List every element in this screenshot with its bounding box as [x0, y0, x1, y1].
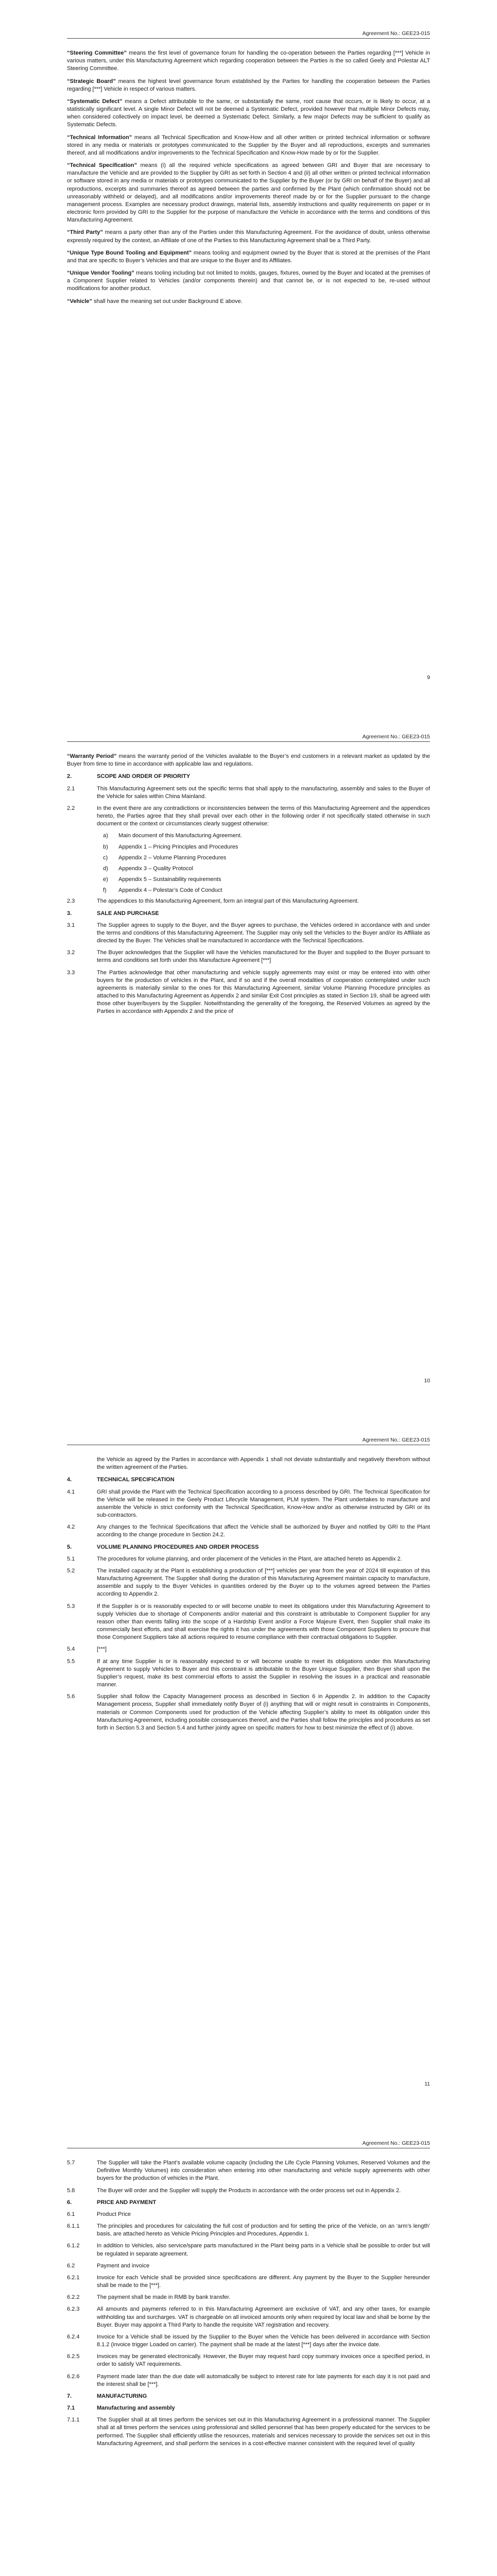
clause-number: 5.5: [67, 1658, 75, 1665]
clause-text: The appendices to this Manufacturing Agreement, form an integral part of this Manufacturing Agreement.: [97, 898, 359, 905]
clause-number: 6.2.6: [67, 2373, 80, 2380]
definition-text: means the highest level governance forum established by the Parties for handling the cooperation between the Parties regarding [***] Vehicle in respect of various matters.: [67, 78, 430, 92]
section-heading: [67, 2404, 430, 2412]
clause: [67, 1523, 430, 1539]
list-letter: e): [103, 876, 108, 883]
clause-number: 5.4: [67, 1646, 75, 1653]
clause: [67, 785, 430, 801]
section-heading: [67, 2393, 430, 2400]
clause-text: The Buyer acknowledges that the Supplier will have the Vehicles manufactured for the Buyer and supplied to the Buyer pursuant to terms and conditions set forth under this Manufacture Agreement [***]: [97, 950, 430, 964]
definition-text: means a Defect attributable to the same, or substantially the same, root cause that occurs, or is likely to occur, at a statistically significant level. A single Minor Defect will not be deemed a Systematic Defect, provided however that multiple Minor Defects may, when considered collectively on impact level, be deemed a Systematic Defect. Similarly, a few major Defects may be sufficient to qualify as Systematic Defects.: [67, 98, 430, 128]
clause-number: 6.: [67, 2199, 72, 2206]
clause: [67, 1658, 430, 1689]
clause: [67, 1646, 430, 1653]
definition-text: means tooling including but not limited to molds, gauges, fixtures, owned by the Buyer and located at the premises of a Component Supplier related to Vehicles (and/or components therein) and that cannot be, or is not expected to be, re-used without modifications for another product.: [67, 270, 430, 292]
document-page-9: [0, 0, 497, 703]
definition-paragraph: [67, 753, 430, 768]
defined-term: “Steering Committee”: [67, 50, 127, 56]
appendix-list-item: [67, 854, 430, 862]
clause: [67, 949, 430, 964]
clause-number: 6.2.5: [67, 2353, 80, 2360]
clause-text: Invoice for each Vehicle shall be provided since specifications are different. Any payment by the Buyer to the Supplier hereunder shall be made to the [***].: [97, 2274, 430, 2289]
list-letter: c): [103, 854, 108, 861]
definition-text: means all Technical Specification and Know-How and all other written or printed technical information or software stored in any media or materials or prototypes communicated to the Supplier by the Buyer and all reproductions, excerpts and summaries thereof, and all modifications and/or improvements to the Technical Specification and Know-How made by or for the Supplier.: [67, 134, 430, 156]
clause-number: 2.3: [67, 898, 75, 905]
agreement-number-header: Agreement No.: GEE23-015: [362, 1437, 430, 1443]
clause-text: In addition to Vehicles, also service/spare parts manufactured in the Plant being parts in a Vehicle shall be possible to order but will be regulated in separate agreement.: [97, 2243, 430, 2257]
definition-paragraph: [67, 134, 430, 158]
clause-number: 2.: [67, 773, 72, 780]
clause-number: 5.8: [67, 2187, 75, 2194]
appendix-list-item: [67, 832, 430, 840]
page-number: 10: [424, 1378, 430, 1384]
defined-term: “Technical Specification”: [67, 162, 137, 169]
clause-number: 4.2: [67, 1524, 75, 1531]
clause-number: 5.1: [67, 1555, 75, 1562]
document-page-10: [0, 703, 497, 1406]
definitions-section: [67, 49, 430, 310]
defined-term: “Strategic Board”: [67, 78, 116, 84]
clause-text: [***]: [97, 1646, 107, 1653]
clause-text: TECHNICAL SPECIFICATION: [97, 1477, 175, 1483]
clause-text: The Parties acknowledge that other manufacturing and vehicle supply agreements may exist or may be entered into with other buyers for the production of vehicles in the Plant, and if so and if the overall modalities of cooperation contemplated under such agreements is materially similar to the ones for this Manufacturing Agreement, similar Volume Planning Procedure principles as attached to this Manufacturing Agreement as Appendix 2 and similar Exit Cost principles as stated in Section 19, shall be agreed with those other buyer/buyers by the Supplier. Notwithstanding the generality of the foregoing, the Reserved Volumes as agreed by the Parties in accordance with Appendix 2 and the price of: [97, 969, 430, 1015]
clause-number: 6.2.1: [67, 2274, 80, 2281]
clause-text: The Buyer will order and the Supplier will supply the Products in accordance with the order process set out in Appendix 2.: [97, 2187, 401, 2194]
defined-term: “Systematic Defect”: [67, 98, 123, 105]
clause: [67, 1693, 430, 1732]
clause-number: 6.1.2: [67, 2243, 80, 2249]
definition-text: means (i) all the required vehicle specifications as agreed between GRI and Buyer that are necessary to manufacture the Vehicle and are provided to the Supplier by GRI as set forth in Section 4 and (ii) all other written or printed technical information or software stored in any media or materials or prototypes communicated to the Supplier by the Buyer (or by GRI on behalf of the Buyer) and all reproductions, excerpts and summaries thereof as agreed between the parties and confirmed by the Plant (which confirmation should not be unreasonably withheld or delayed), and all modifications and/or improvements thereof made by or for the Supplier pursuant to the change management process. Examples are necessary product drawings, material lists, assembly instructions and quality requirements on paper or in electronic form provided by GRI to the Supplier for the purpose of manufacture the Vehicle in accordance with the terms and conditions of this Manufacturing Agreement.: [67, 162, 430, 224]
clause-text: SALE AND PURCHASE: [97, 910, 159, 917]
clause-text: If the Supplier is or is reasonably expected to or will become unable to meet its obligations under this Manufacturing Agreement to supply Vehicles due to shortage of Components and/or material and this constraint is attributable to Component Supplier for any reason other than events falling into the scope of a Hardship Event and/or a Force Majeure Event, then Supplier shall make its commercially best efforts, and shall exercise the rights it has under the agreements with those Component Suppliers to procure that those Component Suppliers take all actions required to resume compliance with their contractual obligations to Supplier.: [97, 1603, 430, 1641]
clause-number: 3.2: [67, 950, 75, 956]
clause: [67, 2373, 430, 2388]
scope-and-sale-section: [67, 753, 430, 1020]
appendix-title: Appendix 3 – Quality Protocol: [118, 865, 193, 872]
clause-text: If at any time Supplier is or is reasonably expected to or will become unable to meet its obligations under this Manufacturing Agreement to supply Vehicles to Buyer and this constraint is attributable to the Buyer Unique Supplier, then Buyer shall upon the Supplier’s request, make its best commercial efforts to assist the Supplier in resolving the issues in a practical and reasonable manner.: [97, 1658, 430, 1688]
clause: [67, 1603, 430, 1642]
definition-paragraph: [67, 269, 430, 293]
clause-number: 6.2.2: [67, 2294, 80, 2301]
clause-text: SCOPE AND ORDER OF PRIORITY: [97, 773, 191, 780]
definition-paragraph: [67, 78, 430, 93]
appendix-title: Appendix 2 – Volume Planning Procedures: [118, 854, 227, 861]
clause-text: Product Price: [97, 2211, 131, 2217]
clause-number: 3.3: [67, 969, 75, 976]
clause-number: 2.1: [67, 785, 75, 792]
clause: [67, 2187, 430, 2195]
list-letter: b): [103, 843, 108, 850]
clause: [67, 2274, 430, 2290]
list-letter: d): [103, 865, 108, 872]
page-number: 11: [424, 2081, 430, 2087]
clause-text: MANUFACTURING: [97, 2393, 147, 2399]
appendix-title: Appendix 5 – Sustainability requirements: [118, 876, 221, 883]
clause-number: 7.1.1: [67, 2417, 80, 2424]
header-divider: [67, 741, 430, 742]
clause-number: 5.3: [67, 1603, 75, 1609]
appendix-list-item: [67, 865, 430, 873]
section-heading: [67, 1544, 430, 1551]
definition-paragraph: [67, 298, 430, 306]
clause-number: 5.2: [67, 1567, 75, 1574]
appendix-list-item: [67, 843, 430, 851]
clause-number: 5.6: [67, 1693, 75, 1700]
defined-term: “Vehicle”: [67, 298, 92, 304]
clause: [67, 1555, 430, 1563]
clause-number: 6.1.1: [67, 2223, 80, 2230]
clause-number: 4.: [67, 1477, 72, 1483]
clause-text: All amounts and payments referred to in this Manufacturing Agreement are exclusive of VAT, and any other taxes, for example withholding tax and surcharges. VAT is chargeable on all invoiced amounts only when required by local law and shall be borne by the Buyer. Buyer may appoint a Third Party to handle the requisite VAT registration and recovery.: [97, 2306, 430, 2328]
appendix-title: Main document of this Manufacturing Agreement.: [118, 833, 242, 839]
clause: [67, 2353, 430, 2368]
clause-text: Payment made later than the due date will automatically be subject to interest rate for late payments for each day it is not paid and the interest shall be [***].: [97, 2373, 430, 2387]
clause-text: Manufacturing and assembly: [97, 2405, 175, 2412]
section-heading: [67, 910, 430, 918]
clause: [67, 969, 430, 1016]
clause-number: 6.2.3: [67, 2306, 80, 2313]
continued-paragraph: the Vehicle as agreed by the Parties in accordance with Appendix 1 shall not deviate substantially and negatively therefrom without the written agreement of the Parties.: [97, 1456, 430, 1471]
section-heading: [67, 773, 430, 781]
clause-number: 2.2: [67, 805, 75, 811]
clause-number: 3.1: [67, 922, 75, 928]
appendix-list-item: [67, 876, 430, 884]
clause-number: 6.2: [67, 2262, 75, 2269]
clause-number: 5.: [67, 1544, 72, 1550]
clause-text: GRI shall provide the Plant with the Technical Specification according to a process described by GRI. The Technical Specification for the Vehicle will be released in the Geely Product Lifecycle Management, PLM system. The Plant undertakes to manufacture and assemble the Vehicle in strict conformity with the Technical Specification, Know-How and/or as otherwise instructed by GRI or its sub-contractors.: [97, 1488, 430, 1519]
technical-and-volume-section: [67, 1456, 430, 1736]
page-number: 9: [427, 674, 430, 681]
clause-text: Payment and invoice: [97, 2262, 150, 2269]
clause: [67, 2242, 430, 2258]
clause-number: 5.7: [67, 2160, 75, 2166]
agreement-number-header: Agreement No.: GEE23-015: [362, 30, 430, 37]
clause: [67, 2262, 430, 2270]
clause-text: VOLUME PLANNING PROCEDURES AND ORDER PROCESS: [97, 1544, 259, 1550]
definition-paragraph: [67, 162, 430, 224]
appendix-title: Appendix 4 – Polestar’s Code of Conduct: [118, 887, 222, 894]
document-page-11: [0, 1406, 497, 2110]
clause: [67, 2306, 430, 2329]
section-heading: [67, 1476, 430, 1484]
clause-text: This Manufacturing Agreement sets out the specific terms that shall apply to the manufacturing, assembly and sales to the Buyer of the Vehicle for sales within China Mainland.: [97, 785, 430, 800]
clause-number: 7.1: [67, 2405, 75, 2412]
appendix-title: Appendix 1 – Pricing Principles and Procedures: [118, 843, 238, 850]
definition-text: means the warranty period of the Vehicles available to the Buyer’s end customers in a relevant market as updated by the Buyer from time to time in accordance with applicable law and regulations.: [67, 753, 430, 768]
clause-text: Invoice for a Vehicle shall be issued by the Supplier to the Buyer when the Vehicle has been delivered in accordance with Section 8.1.2 (invoice trigger Loaded on carrier). The payment shall be made at the latest [***] days after the invoice date.: [97, 2333, 430, 2348]
appendix-list-item: [67, 887, 430, 894]
definition-text: means the first level of governance forum for handling the co-operation between the Parties regarding [***] Vehicle in various matters, under this Manufacturing Agreement which regarding cooperation between the Parties is the so called Geely and Polestar ALT Steering Committee.: [67, 50, 430, 72]
clause-text: Invoices may be generated electronically. However, the Buyer may request hard copy summary invoices once a specified period, in order to satisfy VAT requirements.: [97, 2353, 430, 2368]
clause: [67, 897, 430, 905]
definition-paragraph: [67, 229, 430, 244]
clause-text: The Supplier shall at all times perform the services set out in this Manufacturing Agreement in a professional manner. The Supplier shall at all times perform the services using professional and skilled personnel that has been properly educated for the services to be performed. The Supplier shall efficiently utilise the resources, materials and services necessary to provide the services set out in this Manufacturing Agreement, and shall perform the services in a cost-effective manner consistent with the required level of quality: [97, 2417, 430, 2447]
list-letter: f): [103, 887, 107, 894]
clause-number: 7.: [67, 2393, 72, 2399]
clause-text: The principles and procedures for calculating the full cost of production and for setting the price of the Vehicle, on an ‘arm’s length’ basis, are attached hereto as Vehicle Pricing Principles and Procedures, Appendix 1.: [97, 2223, 430, 2238]
definition-text: shall have the meaning set out under Background E above.: [92, 298, 243, 304]
definition-text: means a party other than any of the Parties under this Manufacturing Agreement. For the avoidance of doubt, unless otherwise expressly required by the context, an Affiliate of one of the Parties to this Manufacturing Agreement shall be a Third Party.: [67, 229, 430, 244]
clause: [67, 805, 430, 828]
price-and-manufacturing-section: [67, 2159, 430, 2452]
defined-term: “Unique Vendor Tooling”: [67, 270, 134, 277]
clause: [67, 2294, 430, 2301]
defined-term: “Third Party”: [67, 229, 103, 236]
defined-term: “Unique Type Bound Tooling and Equipment”: [67, 249, 192, 256]
definition-paragraph: [67, 98, 430, 129]
clause: [67, 2223, 430, 2238]
clause: [67, 2416, 430, 2448]
document-page-12: [0, 2110, 497, 2576]
agreement-number-header: Agreement No.: GEE23-015: [362, 2140, 430, 2146]
clause: [67, 2211, 430, 2218]
clause-text: Supplier shall follow the Capacity Management process as described in Section 6 in Appendix 2. In addition to the Capacity Management process, Supplier shall immediately notify Buyer of (i) anything that will or might result in constraints in Components, materials or Common Components used for production of the Vehicle affecting Supplier’s ability to meet its obligation under this Manufacturing Agreement, including possible consequences thereof, and the Parties shall follow the principles and procedures as set forth in Section 5.3 and Section 5.4 and further jointly agree on specific matters for how to best minimize the effect of (i) above.: [97, 1693, 430, 1731]
definition-text: means tooling and equipment owned by the Buyer that is stored at the premises of the Plant and that are specific to Buyer’s Vehicles and that are unique to the Buyer and its Affiliates.: [67, 249, 431, 264]
clause-text: The installed capacity at the Plant is establishing a production of [***] vehicles per year from the year of 2024 till expiration of this Manufacturing Agreement. The Supplier shall during the duration of this Manufacturing Agreement maintain capacity to manufacture, assemble and supply to the Buyer Vehicles in quantities ordered by the Buyer up to the volumes agreed between the Parties according to Appendix 2.: [97, 1567, 430, 1598]
clause-text: The Supplier agrees to supply to the Buyer, and the Buyer agrees to purchase, the Vehicles ordered in accordance with and under the terms and conditions of this Manufacturing Agreement. The Supplier may only sell the Vehicles to the Buyer and/or its Affiliate as directed by the Buyer. The Vehicles shall be manufactured in accordance with the Technical Specifications.: [97, 922, 430, 944]
list-letter: a): [103, 833, 108, 839]
clause: [67, 2333, 430, 2349]
clause: [67, 922, 430, 945]
clause-text: PRICE AND PAYMENT: [97, 2199, 157, 2206]
clause-text: The payment shall be made in RMB by bank transfer.: [97, 2294, 231, 2301]
clause-number: 4.1: [67, 1488, 75, 1495]
header-divider: [67, 38, 430, 39]
clause: [67, 1488, 430, 1520]
definition-paragraph: [67, 49, 430, 73]
clause: [67, 1567, 430, 1599]
clause-number: 3.: [67, 910, 72, 917]
defined-term: “Technical Information”: [67, 134, 132, 141]
clause-text: The Supplier will take the Plant’s available volume capacity (including the Life Cycle Planning Volumes, Reserved Volumes and the Definitive Monthly Volumes) into consideration when entering into other manufacturing and vehicle supply agreements with other buyers for the production of vehicles in the Plant.: [97, 2160, 430, 2182]
defined-term: “Warranty Period”: [67, 753, 117, 759]
agreement-number-header: Agreement No.: GEE23-015: [362, 734, 430, 740]
section-heading: [67, 2199, 430, 2207]
clause-text: Any changes to the Technical Specifications that affect the Vehicle shall be authorized by Buyer and notified by GRI to the Plant according to the change procedure in Section 24.2.: [97, 1524, 430, 1538]
clause-text: In the event there are any contradictions or inconsistencies between the terms of this Manufacturing Agreement and the appendices hereto, the Parties agree that they shall prevail over each other in the following order if not specifically stated otherwise in such document or the context or circumstances clearly suggest otherwise:: [97, 805, 430, 827]
clause: [67, 2159, 430, 2183]
clause-number: 6.1: [67, 2211, 75, 2217]
clause-number: 6.2.4: [67, 2333, 80, 2340]
definition-paragraph: [67, 249, 430, 265]
clause-text: The procedures for volume planning, and order placement of the Vehicles in the Plant, are attached hereto as Appendix 2.: [97, 1555, 402, 1562]
